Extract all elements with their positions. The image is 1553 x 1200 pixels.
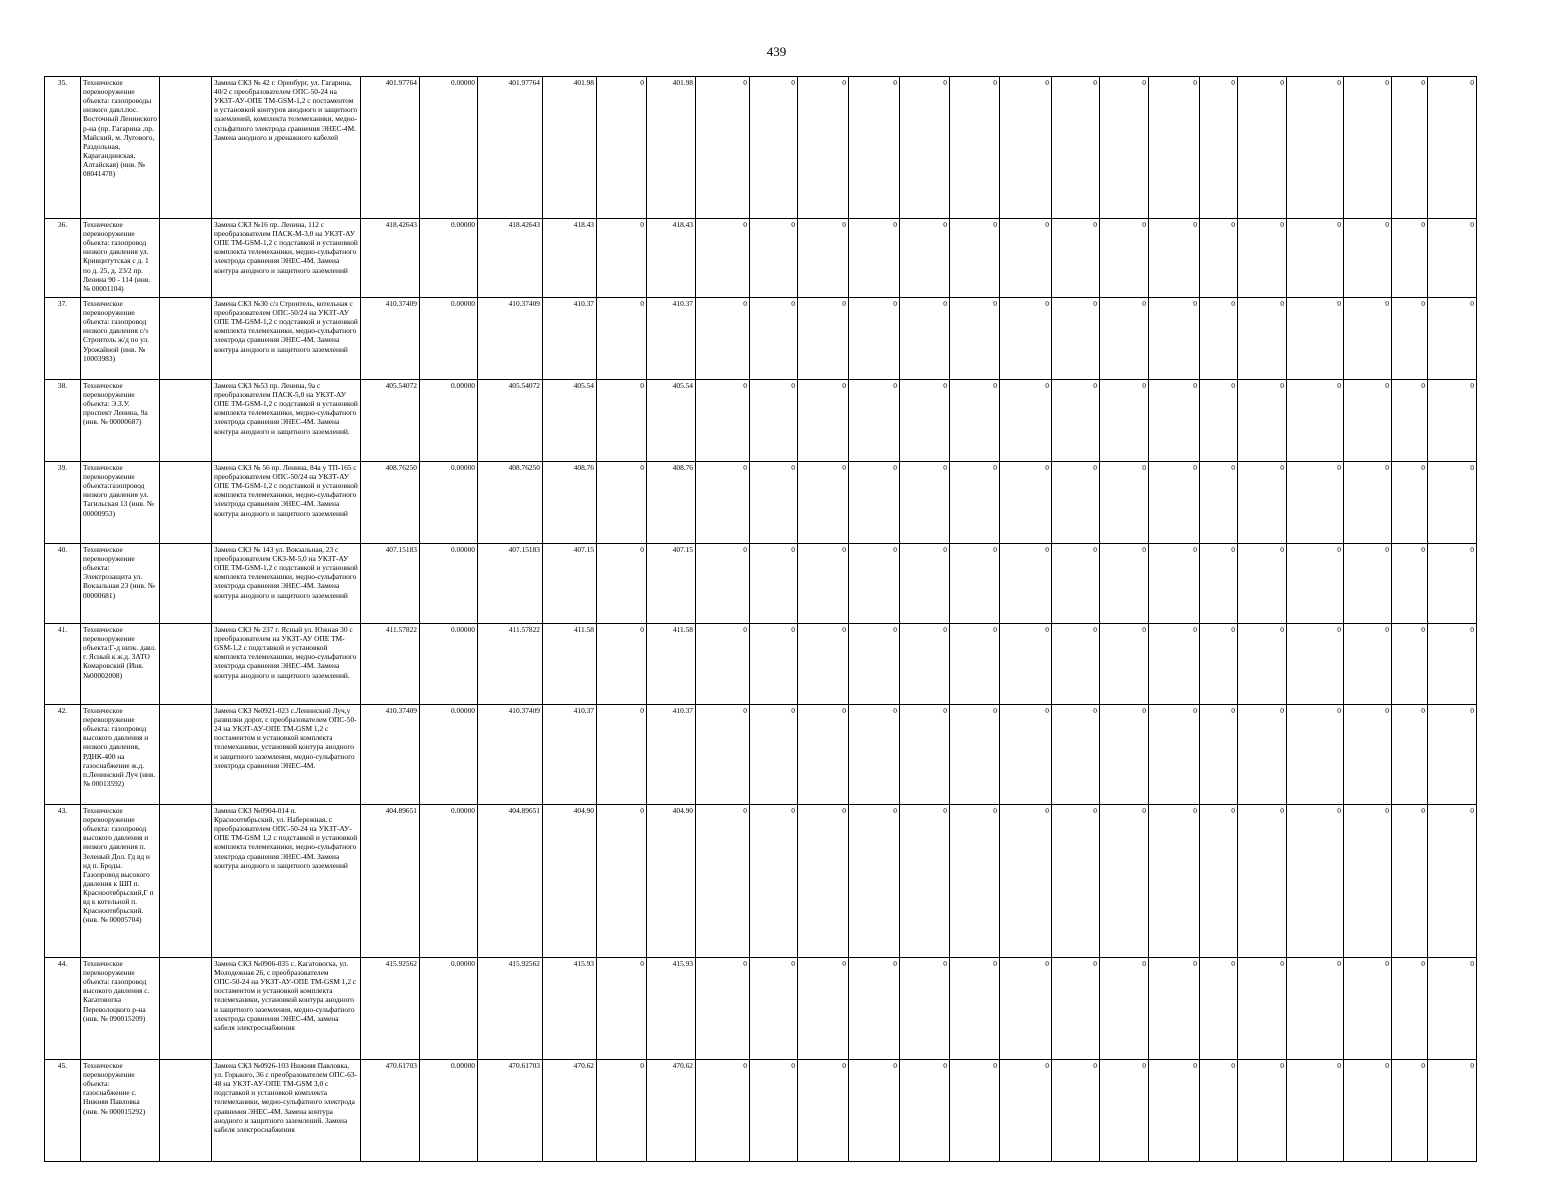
value-cell: 0.00000 <box>420 298 478 380</box>
value-cell: 0 <box>1238 298 1287 380</box>
value-cell: 401.97764 <box>361 77 420 219</box>
value-cell: 0 <box>1428 219 1477 298</box>
value-cell: 415.92562 <box>361 958 420 1060</box>
row-number-cell: 35. <box>45 77 81 219</box>
value-cell: 0 <box>950 705 1000 805</box>
value-cell: 0 <box>750 958 798 1060</box>
row-number-cell: 43. <box>45 805 81 958</box>
value-cell: 0 <box>1100 1060 1149 1162</box>
value-cell: 0 <box>1200 219 1238 298</box>
value-cell: 0 <box>597 958 647 1060</box>
value-cell: 410.37409 <box>478 298 543 380</box>
value-cell: 0 <box>798 298 849 380</box>
value-cell: 0 <box>1149 958 1200 1060</box>
value-cell: 0 <box>798 462 849 544</box>
value-cell: 0 <box>1100 462 1149 544</box>
value-cell: 0 <box>1287 705 1344 805</box>
value-cell: 0 <box>849 544 900 624</box>
value-cell: 0 <box>1344 462 1392 544</box>
value-cell: 0 <box>1100 958 1149 1060</box>
value-cell: 0 <box>1344 380 1392 462</box>
value-cell: 0 <box>597 77 647 219</box>
value-cell: 0 <box>900 380 950 462</box>
value-cell: 408.76250 <box>478 462 543 544</box>
row-number-cell: 40. <box>45 544 81 624</box>
value-cell: 0 <box>1052 544 1100 624</box>
object-name-cell: Техническое перевооружение объекта:Г-д низк. давл. г. Ясный к ж.д. ЗАТО Комаровский (Инв.№00002008) <box>81 624 160 705</box>
value-cell: 0 <box>1149 1060 1200 1162</box>
value-cell: 470.61703 <box>478 1060 543 1162</box>
value-cell: 415.93 <box>543 958 597 1060</box>
value-cell: 0 <box>1052 298 1100 380</box>
value-cell: 0 <box>1200 958 1238 1060</box>
object-name-cell: Техническое перевооружение объекта: газопровод высокого давления и низкого давления п. Зеленый Дол. Гд вд и нд п. Броды. Газопровод высокого давления к ШП п. Красноотябрьский,Г п вд к котельной п. Красноотябрьский. (инв. № 00005704) <box>81 805 160 958</box>
work-description-cell: Замена СКЗ №0904-014 п. Красноотябрьский, ул. Набережная, с преобразователем ОПС-50-24 на УКЗТ-АУ-ОПЕ ТМ-GSM 1,2 с подставкой и установкой комплекта телемеханики, медно-сульфатного электрода сравнения ЭНЕС-4М. Замена контура анодного и защитного заземлений <box>212 805 361 958</box>
row-number-cell: 41. <box>45 624 81 705</box>
value-cell: 0 <box>798 705 849 805</box>
value-cell: 0.00000 <box>420 1060 478 1162</box>
value-cell: 0 <box>849 298 900 380</box>
value-cell: 0 <box>1287 1060 1344 1162</box>
object-name-cell: Техническое перевооружение объекта: газопровод низкого давления ул. Кривцитутская с д. 1 по д. 25, д. 23/2 пр. Ленина 90 - 114 (инв. № 00001104) <box>81 219 160 298</box>
value-cell: 0 <box>750 805 798 958</box>
value-cell: 0 <box>597 1060 647 1162</box>
value-cell: 410.37 <box>543 705 597 805</box>
value-cell: 0 <box>1100 219 1149 298</box>
work-description-cell: Замена СКЗ № 237 г. Ясный ул. Южная 30 с преобразователем на УКЗТ-АУ ОПЕ ТМ-GSM-1,2 с подставкой и установкой комплекта телемеханики, медно-сульфатного электрода сравнения ЭНЕС-4М. Замена контура анодного и защитного заземлений. <box>212 624 361 705</box>
value-cell: 0 <box>696 958 750 1060</box>
value-cell: 0.00000 <box>420 77 478 219</box>
value-cell: 0 <box>1287 958 1344 1060</box>
work-description-cell: Замена СКЗ №16 пр. Ленина, 112 с преобразователем ПАСК-М-3,0 на УКЗТ-АУ ОПЕ ТМ-GSM-1,2 с подставкой и установкой комплекта телемеханики, медно-сульфатного электрода сравнения ЭНЕС-4М. Замена контура анодного и защитного заземлений <box>212 219 361 298</box>
value-cell: 0 <box>900 1060 950 1162</box>
value-cell: 0 <box>1000 462 1052 544</box>
value-cell: 0 <box>1200 1060 1238 1162</box>
value-cell: 418.42643 <box>361 219 420 298</box>
value-cell: 0 <box>1428 462 1477 544</box>
value-cell: 0 <box>1052 805 1100 958</box>
value-cell: 415.93 <box>647 958 696 1060</box>
value-cell: 0 <box>1052 1060 1100 1162</box>
value-cell: 0 <box>1238 624 1287 705</box>
value-cell: 0 <box>1200 77 1238 219</box>
value-cell: 0 <box>1238 958 1287 1060</box>
value-cell: 0 <box>1428 380 1477 462</box>
value-cell: 0 <box>1000 219 1052 298</box>
value-cell: 0.00000 <box>420 958 478 1060</box>
value-cell: 0 <box>1149 77 1200 219</box>
value-cell: 0 <box>1100 380 1149 462</box>
value-cell: 0 <box>950 544 1000 624</box>
value-cell: 0 <box>597 298 647 380</box>
empty-cell <box>160 380 212 462</box>
value-cell: 0 <box>750 544 798 624</box>
value-cell: 0 <box>798 544 849 624</box>
value-cell: 408.76 <box>543 462 597 544</box>
value-cell: 0 <box>849 624 900 705</box>
value-cell: 0 <box>1000 298 1052 380</box>
value-cell: 0 <box>1000 805 1052 958</box>
object-name-cell: Техническое перевооружение объекта: газопроводы низкого давл.пос. Восточный Ленинского р-на (пр. Гагарина ,пр. Майский, м. Лугового, Раздольная, Карагандинская, Алтайская) (инв. № 08041478) <box>81 77 160 219</box>
object-name-cell: Техническое перевооружение объекта:газопровод низкого давления ул. Тагильская 13 (инв. № 00000953) <box>81 462 160 544</box>
value-cell: 0 <box>750 462 798 544</box>
value-cell: 0.00000 <box>420 380 478 462</box>
table-row <box>45 624 1477 705</box>
value-cell: 0 <box>1052 219 1100 298</box>
value-cell: 405.54 <box>647 380 696 462</box>
object-name-cell: Техническое перевооружение объекта: газопровод высокого давления и низкого давления, РДНК-400 на газоснабжение ж.д. п.Ленинский Луч (инв. № 00013592) <box>81 705 160 805</box>
value-cell: 0 <box>696 544 750 624</box>
value-cell: 0 <box>1200 544 1238 624</box>
value-cell: 0 <box>1200 805 1238 958</box>
table-row <box>45 380 1477 462</box>
empty-cell <box>160 544 212 624</box>
value-cell: 0 <box>1200 462 1238 544</box>
value-cell: 0 <box>1100 77 1149 219</box>
value-cell: 0 <box>950 624 1000 705</box>
empty-cell <box>160 705 212 805</box>
value-cell: 0 <box>900 624 950 705</box>
value-cell: 0 <box>750 380 798 462</box>
value-cell: 410.37 <box>647 298 696 380</box>
value-cell: 0 <box>849 462 900 544</box>
value-cell: 0 <box>696 1060 750 1162</box>
value-cell: 404.89651 <box>478 805 543 958</box>
value-cell: 0 <box>1238 1060 1287 1162</box>
row-number-cell: 36. <box>45 219 81 298</box>
value-cell: 0 <box>696 805 750 958</box>
value-cell: 0 <box>900 705 950 805</box>
value-cell: 0 <box>1149 298 1200 380</box>
value-cell: 0 <box>1287 462 1344 544</box>
value-cell: 0.00000 <box>420 462 478 544</box>
value-cell: 0 <box>1000 624 1052 705</box>
empty-cell <box>160 958 212 1060</box>
value-cell: 0 <box>1392 958 1428 1060</box>
value-cell: 0 <box>1344 958 1392 1060</box>
value-cell: 0 <box>1200 624 1238 705</box>
value-cell: 0 <box>798 1060 849 1162</box>
value-cell: 0 <box>1428 624 1477 705</box>
value-cell: 0 <box>597 624 647 705</box>
value-cell: 411.58 <box>647 624 696 705</box>
value-cell: 470.62 <box>543 1060 597 1162</box>
value-cell: 0 <box>696 705 750 805</box>
value-cell: 0 <box>950 219 1000 298</box>
value-cell: 0 <box>1344 624 1392 705</box>
value-cell: 0 <box>696 380 750 462</box>
value-cell: 0 <box>1000 1060 1052 1162</box>
value-cell: 0 <box>1428 77 1477 219</box>
value-cell: 0 <box>1238 77 1287 219</box>
value-cell: 0 <box>1149 219 1200 298</box>
value-cell: 0 <box>1100 705 1149 805</box>
table-row <box>45 705 1477 805</box>
value-cell: 0 <box>1200 298 1238 380</box>
value-cell: 0 <box>750 219 798 298</box>
value-cell: 0 <box>1392 544 1428 624</box>
table-row <box>45 298 1477 380</box>
value-cell: 401.98 <box>543 77 597 219</box>
value-cell: 418.43 <box>647 219 696 298</box>
value-cell: 408.76 <box>647 462 696 544</box>
value-cell: 418.43 <box>543 219 597 298</box>
value-cell: 401.97764 <box>478 77 543 219</box>
table-row <box>45 805 1477 958</box>
empty-cell <box>160 805 212 958</box>
value-cell: 0.00000 <box>420 219 478 298</box>
table-row <box>45 77 1477 219</box>
value-cell: 0 <box>900 219 950 298</box>
value-cell: 0 <box>1149 805 1200 958</box>
value-cell: 0 <box>798 958 849 1060</box>
value-cell: 0 <box>1392 462 1428 544</box>
value-cell: 0 <box>950 462 1000 544</box>
value-cell: 0 <box>950 380 1000 462</box>
value-cell: 0 <box>1287 624 1344 705</box>
value-cell: 410.37 <box>647 705 696 805</box>
value-cell: 404.90 <box>647 805 696 958</box>
value-cell: 0 <box>750 624 798 705</box>
value-cell: 0 <box>597 544 647 624</box>
value-cell: 0 <box>1238 219 1287 298</box>
value-cell: 0 <box>849 958 900 1060</box>
table-row <box>45 462 1477 544</box>
value-cell: 0 <box>798 805 849 958</box>
value-cell: 0 <box>1200 705 1238 805</box>
row-number-cell: 42. <box>45 705 81 805</box>
value-cell: 0 <box>798 219 849 298</box>
value-cell: 0 <box>950 805 1000 958</box>
row-number-cell: 38. <box>45 380 81 462</box>
empty-cell <box>160 219 212 298</box>
value-cell: 0 <box>1428 805 1477 958</box>
value-cell: 0 <box>1149 544 1200 624</box>
data-table <box>44 76 1477 1162</box>
value-cell: 0 <box>1052 705 1100 805</box>
value-cell: 0 <box>597 219 647 298</box>
value-cell: 0 <box>798 380 849 462</box>
value-cell: 0.00000 <box>420 705 478 805</box>
row-number-cell: 44. <box>45 958 81 1060</box>
value-cell: 0 <box>1149 624 1200 705</box>
value-cell: 0 <box>750 298 798 380</box>
value-cell: 0 <box>1392 219 1428 298</box>
value-cell: 410.37 <box>543 298 597 380</box>
row-number-cell: 45. <box>45 1060 81 1162</box>
value-cell: 0 <box>950 1060 1000 1162</box>
value-cell: 0 <box>900 805 950 958</box>
value-cell: 0 <box>900 958 950 1060</box>
value-cell: 0.00000 <box>420 544 478 624</box>
table-row <box>45 544 1477 624</box>
value-cell: 0 <box>900 77 950 219</box>
value-cell: 0 <box>900 298 950 380</box>
empty-cell <box>160 1060 212 1162</box>
value-cell: 0 <box>1100 805 1149 958</box>
value-cell: 470.62 <box>647 1060 696 1162</box>
value-cell: 0 <box>1392 298 1428 380</box>
empty-cell <box>160 462 212 544</box>
value-cell: 405.54072 <box>478 380 543 462</box>
object-name-cell: Техническое перевооружение объекта: газопровод высокого давления с. Кагатовогка Переволоцкого р-на (инв. № 090015209) <box>81 958 160 1060</box>
value-cell: 0 <box>1344 705 1392 805</box>
value-cell: 0 <box>750 1060 798 1162</box>
work-description-cell: Замена СКЗ №0906-035 с. Кагатовогка, ул. Молодежная 26, с преобразователем ОПС-50-24 на УКЗТ-АУ-ОПЕ ТМ-GSM 1,2 с постаментом и установкой комплекта телемеханики, установкой контура анодного и защитного заземления, медно-сульфатного электрода сравнения ЭНЕС-4М, замена кабеля электроснабжения <box>212 958 361 1060</box>
value-cell: 0 <box>1238 805 1287 958</box>
work-description-cell: Замена СКЗ №30 с/з Строитель, котельная с преобразователем ОПС-50/24 на УКЗТ-АУ ОПЕ ТМ-GSM-1,2 с подставкой и установкой комплекта телемеханики, медно-сульфатного электрода сравнения ЭНЕС-4М. Замена контура анодного и защитного заземлений <box>212 298 361 380</box>
object-name-cell: Техническое перевооружение объекта: Э.З.У. проспект Ленина, 9а (инв. № 00000687) <box>81 380 160 462</box>
value-cell: 0 <box>1287 77 1344 219</box>
value-cell: 411.57822 <box>361 624 420 705</box>
value-cell: 0 <box>1149 705 1200 805</box>
value-cell: 0 <box>1000 77 1052 219</box>
row-number-cell: 37. <box>45 298 81 380</box>
work-description-cell: Замена СКЗ №0926-103 Нижняя Павловка, ул. Горького, 36 с преобразователем ОПС-63-48 на УКЗТ-АУ-ОПЕ ТМ-GSM 3,0 с подставкой и установкой комплекта телемеханики, медно-сульфатного электрода сравнения ЭНЕС-4М. Замена контура анодного и защитного заземлений. Замена кабеля электроснабжения <box>212 1060 361 1162</box>
value-cell: 0 <box>849 77 900 219</box>
object-name-cell: Техническое перевооружение объекта: газопровод низкого давления с/з Строитель ж/д по ул. Урожайной (инв. № 10003983) <box>81 298 160 380</box>
value-cell: 0 <box>1344 77 1392 219</box>
value-cell: 0 <box>1200 380 1238 462</box>
value-cell: 407.15 <box>647 544 696 624</box>
value-cell: 0 <box>1287 380 1344 462</box>
empty-cell <box>160 298 212 380</box>
value-cell: 0 <box>1149 462 1200 544</box>
value-cell: 0 <box>1392 380 1428 462</box>
value-cell: 0 <box>798 77 849 219</box>
value-cell: 0 <box>696 219 750 298</box>
value-cell: 0 <box>1052 958 1100 1060</box>
value-cell: 0 <box>1238 705 1287 805</box>
value-cell: 0 <box>597 380 647 462</box>
value-cell: 0.00000 <box>420 805 478 958</box>
value-cell: 0 <box>696 462 750 544</box>
value-cell: 0 <box>1344 1060 1392 1162</box>
page-number: 439 <box>766 44 787 59</box>
value-cell: 0 <box>1000 958 1052 1060</box>
value-cell: 0 <box>597 462 647 544</box>
value-cell: 0 <box>849 219 900 298</box>
value-cell: 0 <box>696 77 750 219</box>
value-cell: 407.15183 <box>478 544 543 624</box>
work-description-cell: Замена СКЗ №0921-023 с.Ленинский Луч,у развилки дорог, с преобразователем ОПС-50-24 на УКЗТ-АУ-ОПЕ ТМ-GSM 1,2 с постаментом и установкой комплекта телемеханики, установкой контура анодного и защитного заземления, медно-сульфатного электрода сравнения ЭНЕС-4М. <box>212 705 361 805</box>
value-cell: 410.37409 <box>478 705 543 805</box>
value-cell: 0 <box>1287 298 1344 380</box>
value-cell: 0 <box>1287 219 1344 298</box>
value-cell: 0 <box>1238 462 1287 544</box>
empty-cell <box>160 77 212 219</box>
work-description-cell: Замена СКЗ № 42 г. Оренбург, ул. Гагарина, 40/2 с преобразователем ОПС-50-24 на УКЗТ-АУ-ОПЕ ТМ-GSM-1,2 с постаментом и установкой контуров анодного и защитного заземлений, комплекта телемеханики, медно-сульфатного электрода сравнения ЭНЕС-4М. Замена анодного и дренажного кабелей <box>212 77 361 219</box>
value-cell: 408.76250 <box>361 462 420 544</box>
value-cell: 405.54072 <box>361 380 420 462</box>
value-cell: 0 <box>1428 705 1477 805</box>
value-cell: 0 <box>849 705 900 805</box>
value-cell: 0 <box>1392 1060 1428 1162</box>
value-cell: 0 <box>1392 624 1428 705</box>
value-cell: 407.15 <box>543 544 597 624</box>
value-cell: 0 <box>1428 298 1477 380</box>
object-name-cell: Техническое перевооружение объекта: Электрозащита ул. Вокзальная 23 (инв. № 00000681) <box>81 544 160 624</box>
value-cell: 0 <box>1344 544 1392 624</box>
value-cell: 0 <box>1428 958 1477 1060</box>
value-cell: 0 <box>900 462 950 544</box>
value-cell: 0 <box>950 77 1000 219</box>
value-cell: 0 <box>1052 462 1100 544</box>
value-cell: 0 <box>1052 380 1100 462</box>
value-cell: 0 <box>1052 77 1100 219</box>
value-cell: 0 <box>750 705 798 805</box>
table-row <box>45 958 1477 1060</box>
value-cell: 0 <box>1287 805 1344 958</box>
object-name-cell: Техническое перевооружение объекта: газоснабжение с. Нижняя Павловка (инв. № 000015292) <box>81 1060 160 1162</box>
work-description-cell: Замена СКЗ № 56 пр. Ленина, 84а у ТП-165 с преобразователем ОПС-50/24 на УКЗТ-АУ ОПЕ ТМ-GSM-1,2 с подставкой и установкой комплекта телемеханики, медно-сульфатного электрода сравнения ЭНЕС-4М. Замена контура анодного и защитного заземлений <box>212 462 361 544</box>
value-cell: 410.37409 <box>361 298 420 380</box>
value-cell: 0 <box>950 298 1000 380</box>
work-description-cell: Замена СКЗ № 143 ул. Вокзальная, 23 с преобразователем СКЗ-М-5,0 на УКЗТ-АУ ОПЕ ТМ-GSM-1,2 с подставкой и установкой комплекта телемеханики, медно-сульфатного электрода сравнения ЭНЕС-4М. Замена контура анодного и защитного заземлений <box>212 544 361 624</box>
value-cell: 0 <box>1000 544 1052 624</box>
value-cell: 0 <box>1000 380 1052 462</box>
value-cell: 0 <box>1392 805 1428 958</box>
value-cell: 0 <box>1392 705 1428 805</box>
value-cell: 0 <box>798 624 849 705</box>
value-cell: 0 <box>1287 544 1344 624</box>
value-cell: 0 <box>1428 1060 1477 1162</box>
value-cell: 404.90 <box>543 805 597 958</box>
table-row <box>45 1060 1477 1162</box>
empty-cell <box>160 624 212 705</box>
value-cell: 0 <box>750 77 798 219</box>
value-cell: 0 <box>1149 380 1200 462</box>
value-cell: 0 <box>849 1060 900 1162</box>
value-cell: 0 <box>1344 219 1392 298</box>
value-cell: 0 <box>950 958 1000 1060</box>
value-cell: 418.42643 <box>478 219 543 298</box>
value-cell: 0 <box>597 705 647 805</box>
value-cell: 0 <box>849 805 900 958</box>
value-cell: 0 <box>1238 544 1287 624</box>
value-cell: 0 <box>1100 298 1149 380</box>
row-number-cell: 39. <box>45 462 81 544</box>
value-cell: 0 <box>1428 544 1477 624</box>
value-cell: 401.98 <box>647 77 696 219</box>
value-cell: 0 <box>597 805 647 958</box>
value-cell: 0 <box>696 298 750 380</box>
value-cell: 411.57822 <box>478 624 543 705</box>
value-cell: 0 <box>849 380 900 462</box>
value-cell: 0.00000 <box>420 624 478 705</box>
value-cell: 0 <box>1344 805 1392 958</box>
table-row <box>45 219 1477 298</box>
value-cell: 404.89651 <box>361 805 420 958</box>
value-cell: 410.37409 <box>361 705 420 805</box>
value-cell: 0 <box>1000 705 1052 805</box>
value-cell: 0 <box>1344 298 1392 380</box>
value-cell: 0 <box>1100 544 1149 624</box>
value-cell: 0 <box>1238 380 1287 462</box>
value-cell: 0 <box>1100 624 1149 705</box>
value-cell: 470.61703 <box>361 1060 420 1162</box>
value-cell: 411.58 <box>543 624 597 705</box>
value-cell: 407.15183 <box>361 544 420 624</box>
value-cell: 0 <box>696 624 750 705</box>
value-cell: 415.92562 <box>478 958 543 1060</box>
work-description-cell: Замена СКЗ №53 пр. Ленина, 9а с преобразователем ПАСК-5,0 на УКЗТ-АУ ОПЕ ТМ-GSM-1,2 с подставкой и установкой комплекта телемеханики, медно-сульфатного электрода сравнения ЭНЕС-4М. Замена контура анодного и защитного заземлений. <box>212 380 361 462</box>
value-cell: 0 <box>1052 624 1100 705</box>
value-cell: 0 <box>900 544 950 624</box>
value-cell: 0 <box>1392 77 1428 219</box>
value-cell: 405.54 <box>543 380 597 462</box>
